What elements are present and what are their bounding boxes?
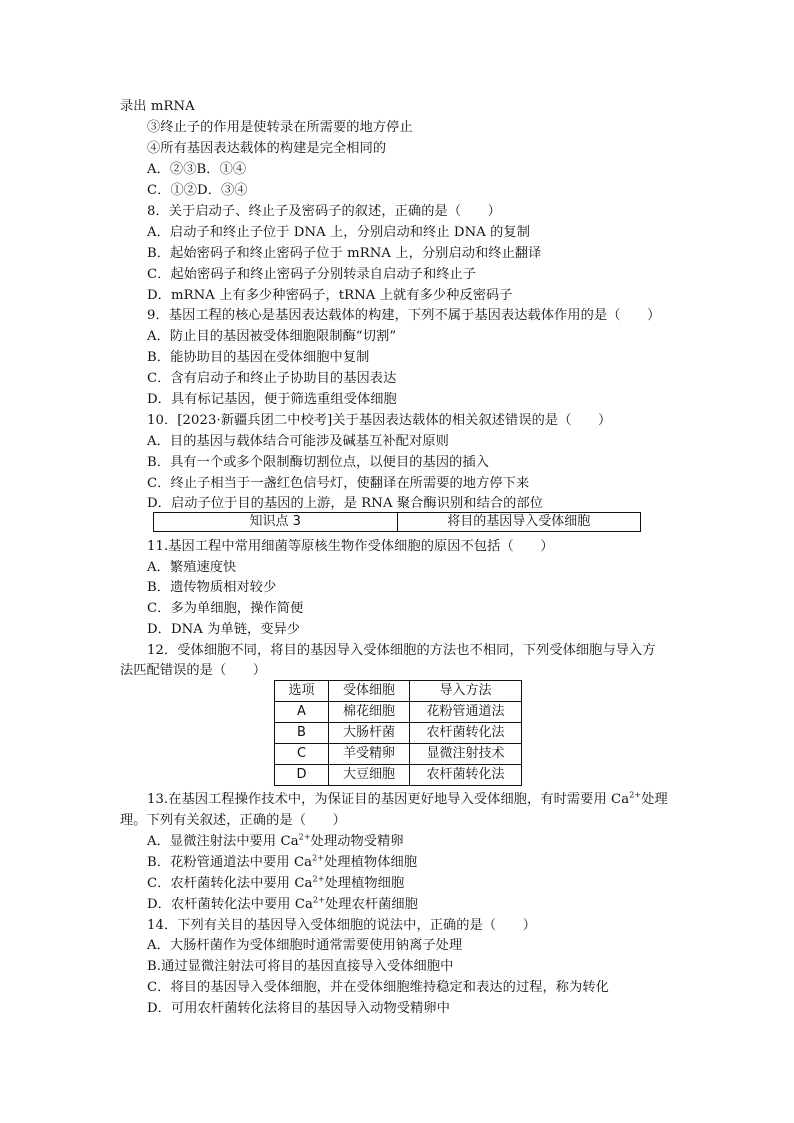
option-table (274, 680, 522, 786)
question-13: 13.在基因工程操作技术中，为保证目的基因更好地导入受体细胞，有时需要用 $Ca^{2+}$处理 (147, 790, 668, 807)
table-cell: 羊受精卵 (329, 744, 410, 765)
question-9: 9．基因工程的核心是基因表达载体的构建，下列不属于基因表达载体作用的是（ ） (147, 308, 661, 323)
option-line: D．启动子位于目的基因的上游，是 RNA 聚合酶识别和结合的部位 (147, 496, 544, 511)
option-line: C．多为单细胞，操作简便 (147, 601, 304, 616)
knowledge-point-title: 将目的基因导入受体细胞 (397, 513, 641, 531)
table-row (275, 744, 522, 765)
option-line: D．mRNA 上有多少种密码子，tRNA 上就有多少种反密码子 (147, 288, 513, 303)
option-line: B．起始密码子和终止密码子位于 mRNA 上，分别启动和终止翻译 (147, 246, 542, 261)
option-line: A．目的基因与载体结合可能涉及碱基互补配对原则 (147, 434, 449, 449)
option-line: C．起始密码子和终止密码子分别转录自启动子和终止子 (147, 267, 477, 282)
option-line: B．具有一个或多个限制酶切割位点，以便目的基因的插入 (147, 455, 489, 470)
option-line: A．大肠杆菌作为受体细胞时通常需要使用钠离子处理 (147, 938, 463, 953)
text-line: ④所有基因表达载体的构建是完全相同的 (147, 141, 387, 156)
text-line: 录出 mRNA (120, 99, 195, 114)
option-line: A．显微注射法中要用 $Ca^{2+}$处理动物受精卵 (147, 832, 404, 849)
table-row (275, 723, 522, 744)
table-cell: 花粉管通道法 (410, 702, 522, 723)
table-cell: 大豆细胞 (329, 765, 410, 786)
table-cell: C (275, 744, 329, 765)
option-line: A．繁殖速度快 (147, 560, 237, 575)
text-line: 理。下列有关叙述，正确的是（ ） (120, 813, 346, 828)
table-cell: B (275, 723, 329, 744)
table-header: 导入方法 (410, 681, 522, 702)
option-line: C．终止子相当于一盏红色信号灯，使翻译在所需要的地方停下来 (147, 476, 530, 491)
table-header: 受体细胞 (329, 681, 410, 702)
table-row (275, 765, 522, 786)
table-cell: 农杆菌转化法 (410, 765, 522, 786)
text-line: 法匹配错误的是（ ） (120, 663, 267, 678)
option-line: D．农杆菌转化法中要用 $Ca^{2+}$处理农杆菌细胞 (147, 895, 419, 912)
table-cell: 棉花细胞 (329, 702, 410, 723)
table-cell: 显微注射技术 (410, 744, 522, 765)
option-line: B．能协助目的基因在受体细胞中复制 (147, 350, 370, 365)
text-line: C．①②D．③④ (147, 183, 248, 198)
option-line: C．将目的基因导入受体细胞，并在受体细胞维持稳定和表达的过程，称为转化 (147, 980, 609, 995)
knowledge-point-label: 知识点 3 (249, 514, 301, 529)
option-line: A．防止目的基因被受体细胞限制酶“切割” (147, 329, 397, 344)
table-cell: D (275, 765, 329, 786)
table-cell: A (275, 702, 329, 723)
question-8: 8．关于启动子、终止子及密码子的叙述，正确的是（ ） (147, 204, 501, 219)
table-cell: 大肠杆菌 (329, 723, 410, 744)
option-line: B.通过显微注射法可将目的基因直接导入受体细胞中 (147, 959, 454, 974)
knowledge-point-header (153, 512, 641, 532)
question-12: 12．受体细胞不同，将目的基因导入受体细胞的方法也不相同，下列受体细胞与导入方 (147, 643, 656, 658)
question-11: 11.基因工程中常用细菌等原核生物作受体细胞的原因不包括（ ） (147, 539, 554, 554)
text-line: ③终止子的作用是使转录在所需要的地方停止 (147, 120, 413, 135)
option-line: C．含有启动子和终止子协助目的基因表达 (147, 371, 397, 386)
question-14: 14．下列有关目的基因导入受体细胞的说法中，正确的是（ ） (147, 918, 537, 933)
table-cell: 农杆菌转化法 (410, 723, 522, 744)
question-10: 10．[2023·新疆兵团二中校考]关于基因表达载体的相关叙述错误的是（ ） (147, 413, 612, 428)
option-line: A．启动子和终止子位于 DNA 上，分别启动和终止 DNA 的复制 (147, 225, 530, 240)
text-line: A．②③B．①④ (147, 162, 247, 177)
option-line: D．DNA 为单链，变异少 (147, 622, 301, 637)
option-line: B．遗传物质相对较少 (147, 580, 277, 595)
option-line: D．可用农杆菌转化法将目的基因导入动物受精卵中 (147, 1001, 450, 1016)
table-row (275, 702, 522, 723)
table-header: 选项 (275, 681, 329, 702)
option-line: D．具有标记基因，便于筛选重组受体细胞 (147, 392, 397, 407)
option-line: C．农杆菌转化法中要用 $Ca^{2+}$处理植物细胞 (147, 874, 405, 891)
option-line: B．花粉管通道法中要用 $Ca^{2+}$处理植物体细胞 (147, 853, 418, 870)
table-header-row (275, 681, 522, 702)
